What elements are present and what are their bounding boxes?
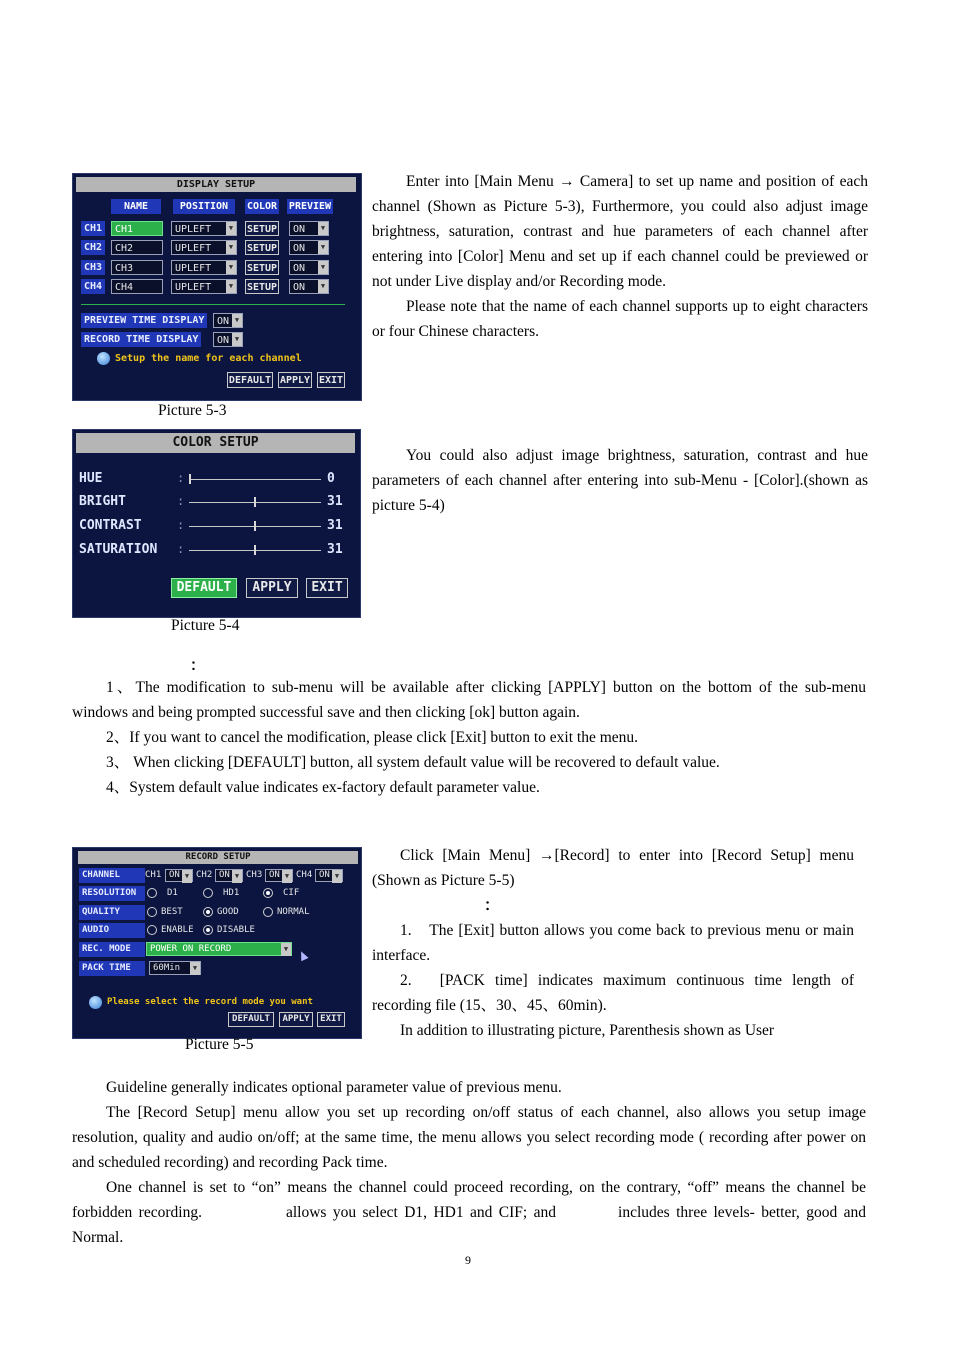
divider-line <box>81 304 345 305</box>
quality-normal-label: NORMAL <box>277 907 310 917</box>
quality-good-label: GOOD <box>217 907 239 917</box>
ch2-record-dropdown[interactable]: ON ▼ <box>215 869 243 882</box>
quality-label: QUALITY <box>79 905 145 920</box>
color-slider-knob[interactable] <box>254 545 256 555</box>
resolution-hd1-label: HD1 <box>223 888 240 898</box>
record-time-display-dropdown[interactable]: ON ▼ <box>213 332 243 347</box>
color-setup-screenshot <box>72 429 361 618</box>
camera-description <box>372 169 868 344</box>
color-param-value: 31 <box>327 542 343 557</box>
header-name: NAME <box>111 199 161 214</box>
color-param-value: 0 <box>327 471 335 486</box>
radio-hd1[interactable] <box>203 888 213 898</box>
color-param-label: HUE <box>79 471 103 486</box>
record-setup-screenshot <box>72 847 362 1039</box>
bottom-text <box>72 1075 866 1250</box>
exit-button[interactable]: EXIT <box>317 372 345 388</box>
channel-label: CHANNEL <box>79 868 145 883</box>
position-dropdown[interactable]: UPLEFT ▼ <box>171 279 237 294</box>
bottom-paragraph-3a: One channel is set to “on” means the channel could proceed recording, on the contrary, “off” means the channel be forbidden recording. <box>72 1179 866 1221</box>
exit-button[interactable]: EXIT <box>317 1012 345 1027</box>
color-paragraph-1: You could also adjust image brightness, saturation, contrast and hue parameters of each channel after entering into sub-Menu - [Color].(shown as picture 5-4) <box>372 447 868 514</box>
ch1-label: CH1 <box>145 870 162 880</box>
bottom-paragraph-1: Guideline generally indicates optional parameter value of previous menu. <box>106 1079 562 1096</box>
ch3-record-dropdown[interactable]: ON ▼ <box>265 869 293 882</box>
camera-paragraph-2: Please note that the name of each channel supports up to eight characters or four Chinese characters. <box>372 298 868 340</box>
quality-best-label: BEST <box>161 907 183 917</box>
ch3-label: CH3 <box>246 870 263 880</box>
radio-cif[interactable] <box>263 888 273 898</box>
bottom-paragraph-2: The [Record Setup] menu allow you set up recording on/off status of each channel, also allows you setup image resolution, quality and audio on/off; at the same time, the menu allows you select recording mode ( recording after power on and scheduled recording) and recording Pack time. <box>72 1104 866 1171</box>
color-param-label: CONTRAST <box>79 518 142 533</box>
color-setup-button[interactable]: SETUP <box>245 260 279 275</box>
audio-disable-label: DISABLE <box>217 925 255 935</box>
position-dropdown[interactable]: UPLEFT ▼ <box>171 260 237 275</box>
radio-good[interactable] <box>203 907 213 917</box>
rec-mode-label: REC. MODE <box>79 942 145 957</box>
color-setup-button[interactable]: SETUP <box>245 221 279 236</box>
preview-dropdown[interactable]: ON ▼ <box>289 240 329 255</box>
hint-text: Setup the name for each channel <box>115 353 302 364</box>
default-button[interactable]: DEFAULT <box>171 578 237 598</box>
apply-button[interactable]: APPLY <box>279 1012 313 1027</box>
record-paragraph-4: In addition to illustrating picture, Parenthesis shown as User <box>400 1022 775 1039</box>
audio-label: AUDIO <box>79 923 145 938</box>
bottom-paragraph-3b: allows you select D1, HD1 and CIF; and <box>285 1204 557 1221</box>
channel-name-field[interactable]: CH2 <box>111 240 163 255</box>
record-paragraph-1: Click [Main Menu] →[Record] to enter into [Record Setup] menu (Shown as Picture 5-5) <box>372 847 854 889</box>
ch4-record-dropdown[interactable]: ON ▼ <box>315 869 343 882</box>
note-2: 2、If you want to cancel the modification, please click [Exit] button to exit the menu. <box>106 729 639 746</box>
caption-picture-5-5: Picture 5-5 <box>185 1036 254 1053</box>
apply-button[interactable]: APPLY <box>278 372 312 388</box>
channel-label: CH1 <box>81 221 105 236</box>
notes-colon: ： <box>190 658 206 674</box>
caption-picture-5-4: Picture 5-4 <box>171 617 240 634</box>
display-setup-screenshot <box>72 173 362 401</box>
color-param-value: 31 <box>327 518 343 533</box>
page-number: 9 <box>465 1253 471 1267</box>
color-param-colon: : <box>177 494 185 508</box>
preview-dropdown[interactable]: ON ▼ <box>289 279 329 294</box>
record-description <box>372 843 854 1043</box>
default-button[interactable]: DEFAULT <box>228 1012 274 1027</box>
default-button[interactable]: DEFAULT <box>227 372 273 388</box>
color-slider-knob[interactable] <box>254 497 256 507</box>
caption-picture-5-3: Picture 5-3 <box>158 402 227 419</box>
preview-dropdown[interactable]: ON ▼ <box>289 260 329 275</box>
channel-label: CH4 <box>81 279 105 294</box>
preview-dropdown[interactable]: ON ▼ <box>289 221 329 236</box>
color-description <box>372 443 868 518</box>
channel-name-field[interactable]: CH4 <box>111 279 163 294</box>
color-param-value: 31 <box>327 494 343 509</box>
radio-normal[interactable] <box>263 907 273 917</box>
info-icon <box>89 996 102 1009</box>
bottom-paragraph-3 <box>72 1175 866 1250</box>
resolution-label: RESOLUTION <box>79 886 145 901</box>
header-preview: PREVIEW <box>288 201 332 212</box>
note-1: 1、The modification to sub-menu will be available after clicking [APPLY] button on the bottom of the sub-menu windows and being prompted successful save and then clicking [ok] button again. <box>72 679 866 721</box>
color-param-colon: : <box>177 518 185 532</box>
note-3: 3、 When clicking [DEFAULT] button, all system default value will be recovered to default value. <box>106 754 720 771</box>
ch2-label: CH2 <box>196 870 213 880</box>
bottom-paragraph-3c: includes three levels- better, good and Normal. <box>72 1204 866 1246</box>
record-paragraph-2: 1. The [Exit] button allows you come back to previous menu or main interface. <box>372 922 854 964</box>
color-slider-knob[interactable] <box>254 521 256 531</box>
record-colon: ： <box>484 897 500 914</box>
exit-button[interactable]: EXIT <box>306 578 348 598</box>
color-param-label: BRIGHT <box>79 494 126 509</box>
radio-best[interactable] <box>147 907 157 917</box>
audio-enable-label: ENABLE <box>161 925 194 935</box>
header-position: POSITION <box>173 199 235 214</box>
channel-label: CH2 <box>81 240 105 255</box>
camera-paragraph-1: Enter into [Main Menu → Camera] to set up name and position of each channel (Shown as Picture 5-3), Furthermore, you could also adjust image brightness, saturation, contrast and hue parameters of each channel after entering into [Color] Menu and set up if each channel could be previewed or not under Live display and/or Recording mode. <box>372 173 868 290</box>
notes-list <box>72 675 866 800</box>
color-param-colon: : <box>177 471 185 485</box>
record-time-display-label: RECORD TIME DISPLAY <box>81 332 201 347</box>
channel-name-field[interactable]: CH3 <box>111 260 163 275</box>
record-setup-title: RECORD SETUP <box>78 851 358 864</box>
color-setup-title: COLOR SETUP <box>76 433 355 453</box>
record-paragraph-3: 2. [PACK time] indicates maximum continuous time length of recording file (15、30、45、60min). <box>372 972 854 1014</box>
color-param-label: SATURATION <box>79 542 158 557</box>
color-param-colon: : <box>177 542 185 556</box>
channel-name-field[interactable]: CH1 <box>111 221 163 236</box>
color-slider-knob[interactable] <box>189 474 191 484</box>
radio-enable[interactable] <box>147 925 157 935</box>
rec-mode-dropdown[interactable]: POWER ON RECORD ▼ <box>146 942 292 956</box>
header-color: COLOR <box>246 201 278 212</box>
position-dropdown[interactable]: UPLEFT ▼ <box>171 221 237 236</box>
channel-label: CH3 <box>81 260 105 275</box>
mouse-cursor-icon <box>297 950 308 962</box>
ch4-label: CH4 <box>296 870 313 880</box>
apply-button[interactable]: APPLY <box>246 578 298 598</box>
info-icon <box>97 352 110 365</box>
display-setup-title: DISPLAY SETUP <box>76 177 356 192</box>
radio-disable[interactable] <box>203 925 213 935</box>
color-setup-button[interactable]: SETUP <box>245 279 279 294</box>
radio-d1[interactable] <box>147 888 157 898</box>
pack-time-label: PACK TIME <box>79 961 145 976</box>
note-4: 4、System default value indicates ex-factory default parameter value. <box>106 779 540 796</box>
position-dropdown[interactable]: UPLEFT ▼ <box>171 240 237 255</box>
resolution-d1-label: D1 <box>167 888 178 898</box>
pack-time-dropdown[interactable]: 60Min ▼ <box>149 961 201 975</box>
preview-time-display-label: PREVIEW TIME DISPLAY <box>81 313 207 328</box>
ch1-record-dropdown[interactable]: ON ▼ <box>165 869 193 882</box>
hint-text: Please select the record mode you want <box>107 997 313 1007</box>
resolution-cif-label: CIF <box>283 888 300 898</box>
preview-time-display-dropdown[interactable]: ON ▼ <box>213 313 243 328</box>
color-setup-button[interactable]: SETUP <box>245 240 279 255</box>
color-slider-track[interactable] <box>189 479 321 480</box>
